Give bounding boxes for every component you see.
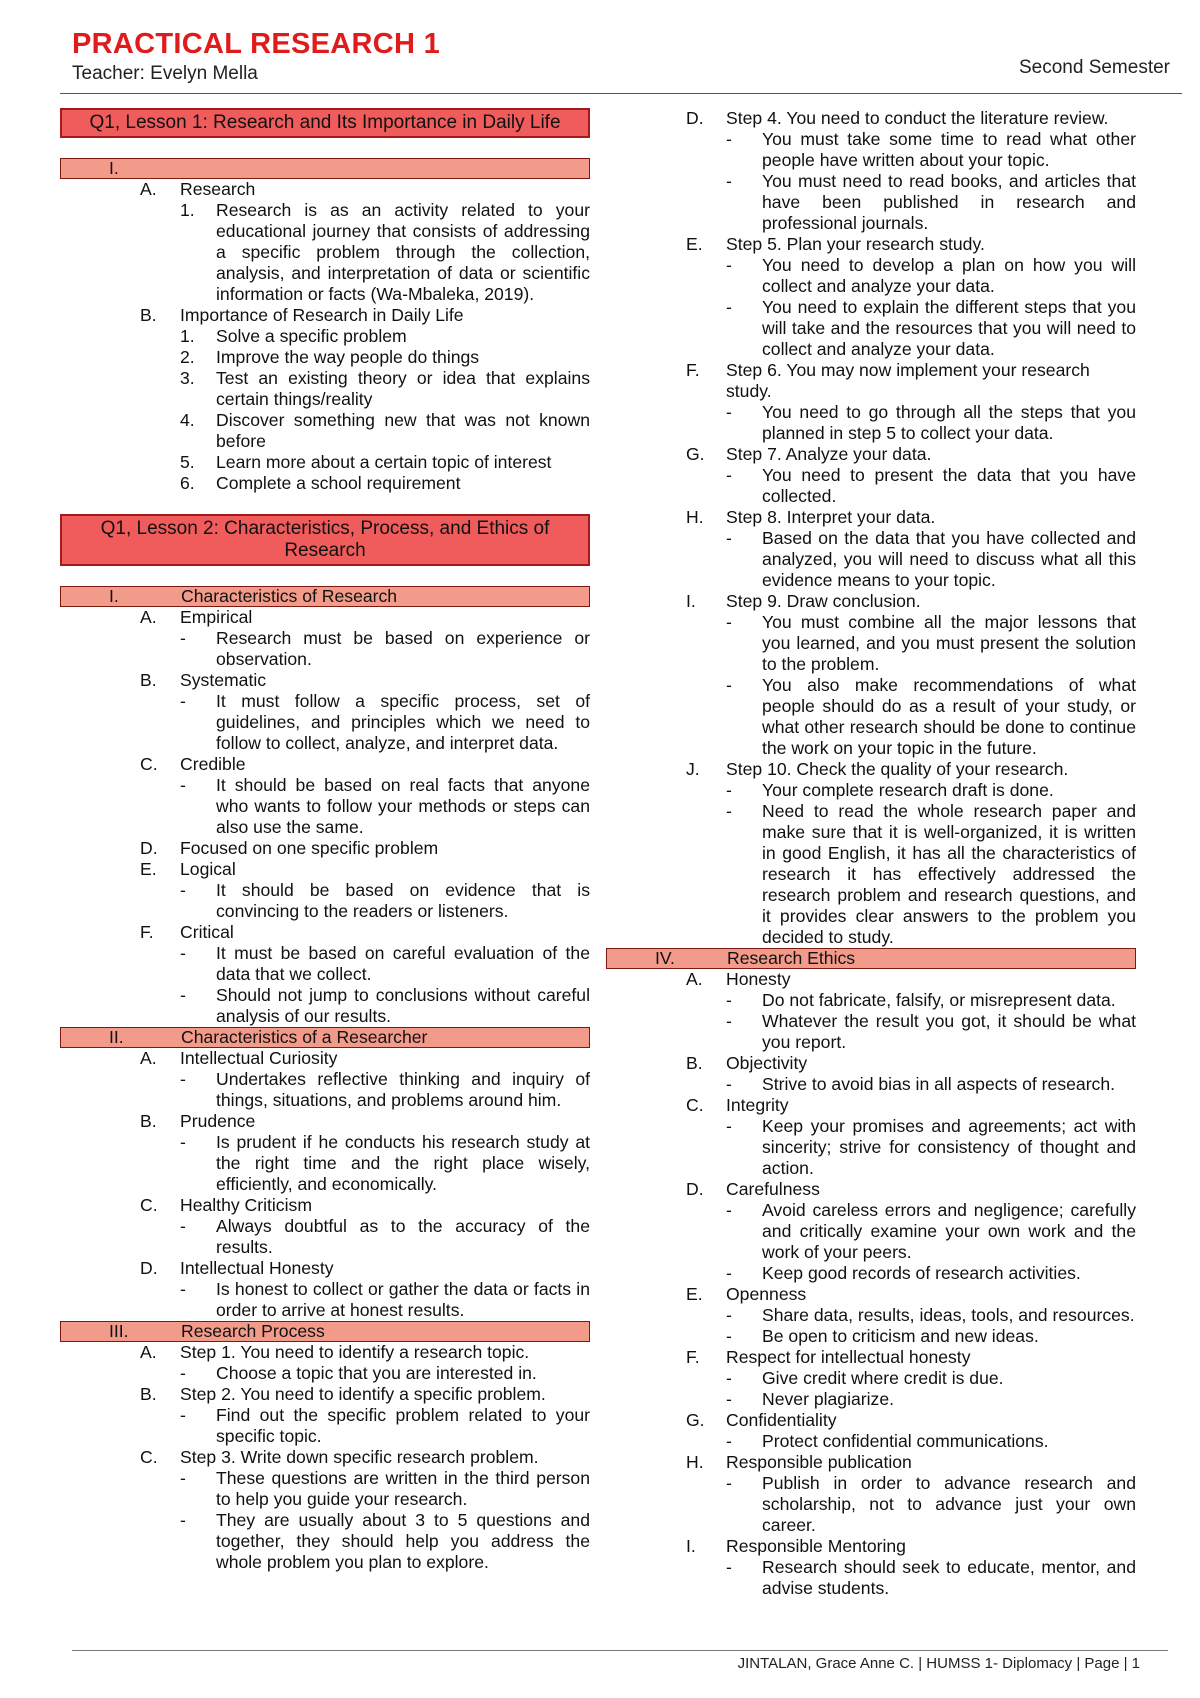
outline-item <box>606 1053 1136 1074</box>
outline-item <box>606 1347 1136 1368</box>
dash-bullet: - <box>726 1431 732 1451</box>
bullet-item <box>60 985 590 1027</box>
bullet-text: Is honest to collect or gather the data or facts in order to arrive at honest results. <box>216 1279 590 1320</box>
bullet-item <box>606 1074 1136 1095</box>
bullet-text: You need to develop a plan on how you will collect and analyze your data. <box>762 255 1136 296</box>
dash-bullet: - <box>726 402 732 422</box>
item-letter: A. <box>686 969 703 989</box>
outline-item <box>60 179 590 200</box>
item-number: 2. <box>180 347 195 367</box>
outline-item <box>606 1536 1136 1557</box>
item-title: Responsible publication <box>726 1452 912 1472</box>
dash-bullet: - <box>180 1069 186 1089</box>
dash-bullet: - <box>726 129 732 149</box>
bullet-text: You must take some time to read what other people have written about your topic. <box>762 129 1136 170</box>
bullet-text: You also make recommendations of what people should do as a result of your study, or what other research should be done to continue the work on your topic in the future. <box>762 675 1136 758</box>
bullet-text: Do not fabricate, falsify, or misrepresent data. <box>762 990 1116 1010</box>
item-text: Learn more about a certain topic of interest <box>216 452 552 472</box>
outline-item <box>606 360 1136 402</box>
bullet-text: You need to present the data that you have collected. <box>762 465 1136 506</box>
section-roman: III. <box>109 1321 129 1341</box>
item-title: Intellectual Honesty <box>180 1258 334 1278</box>
item-title: Research <box>180 179 256 199</box>
outline-item <box>60 922 590 943</box>
item-title: Openness <box>726 1284 807 1304</box>
section-title: Characteristics of a Researcher <box>181 1027 428 1047</box>
numbered-item <box>60 326 590 347</box>
dash-bullet: - <box>726 990 732 1010</box>
bullet-item <box>606 780 1136 801</box>
numbered-item <box>60 410 590 452</box>
bullet-item <box>60 1279 590 1321</box>
outline-item <box>606 444 1136 465</box>
bullet-text: Strive to avoid bias in all aspects of research. <box>762 1074 1116 1094</box>
left-column <box>60 108 590 1573</box>
item-letter: I. <box>686 1536 696 1556</box>
bullet-item <box>606 1368 1136 1389</box>
outline-item <box>606 1284 1136 1305</box>
bullet-text: Research must be based on experience or observation. <box>216 628 590 669</box>
outline-item <box>60 1111 590 1132</box>
bullet-text: Always doubtful as to the accuracy of the results. <box>216 1216 590 1257</box>
item-title: Prudence <box>180 1111 256 1131</box>
bullet-item <box>606 801 1136 948</box>
outline-item <box>606 108 1136 129</box>
bullet-text: Is prudent if he conducts his research study at the right time and the right place wisely, efficiently, and economically. <box>216 1132 590 1194</box>
bullet-item <box>60 1468 590 1510</box>
item-letter: B. <box>686 1053 703 1073</box>
outline-item <box>606 1410 1136 1431</box>
item-letter: F. <box>686 360 700 380</box>
item-letter: B. <box>140 1384 157 1404</box>
bullet-text: Research should seek to educate, mentor, and advise students. <box>762 1557 1136 1598</box>
item-letter: E. <box>686 234 703 254</box>
numbered-item <box>60 200 590 305</box>
item-title: Respect for intellectual honesty <box>726 1347 971 1367</box>
bullet-item <box>606 1431 1136 1452</box>
dash-bullet: - <box>726 1557 732 1577</box>
outline-item <box>606 591 1136 612</box>
right-column <box>606 108 1136 1599</box>
bullet-text: It should be based on evidence that is convincing to the readers or listeners. <box>216 880 590 921</box>
outline-item <box>60 1384 590 1405</box>
item-letter: F. <box>686 1347 700 1367</box>
item-title: Intellectual Curiosity <box>180 1048 338 1068</box>
outline-item <box>606 234 1136 255</box>
bullet-item <box>60 1405 590 1447</box>
bullet-text: Based on the data that you have collected and analyzed, you will need to discuss what all this evidence means to your topic. <box>762 528 1136 590</box>
item-title: Focused on one specific problem <box>180 838 439 858</box>
item-letter: E. <box>140 859 157 879</box>
bullet-item <box>606 297 1136 360</box>
dash-bullet: - <box>726 1011 732 1031</box>
outline-item <box>60 859 590 880</box>
outline-item <box>60 1195 590 1216</box>
bullet-item <box>60 880 590 922</box>
section-roman: I. <box>109 158 119 178</box>
section-roman: II. <box>109 1027 124 1047</box>
bullet-item <box>60 943 590 985</box>
item-letter: D. <box>686 1179 704 1199</box>
item-title: Step 5. Plan your research study. <box>726 234 985 254</box>
item-title: Honesty <box>726 969 791 989</box>
dash-bullet: - <box>726 1200 732 1220</box>
dash-bullet: - <box>726 1305 732 1325</box>
section-roman: I. <box>109 586 119 606</box>
item-title: Step 9. Draw conclusion. <box>726 591 921 611</box>
item-letter: H. <box>686 1452 704 1472</box>
item-title: Objectivity <box>726 1053 808 1073</box>
research-process-continued <box>606 108 1136 948</box>
item-number: 1. <box>180 200 195 220</box>
bullet-text: Find out the specific problem related to your specific topic. <box>216 1405 590 1446</box>
dash-bullet: - <box>726 1263 732 1283</box>
bullet-item <box>606 402 1136 444</box>
outline-item <box>60 1048 590 1069</box>
outline-item <box>60 1342 590 1363</box>
bullet-text: Need to read the whole research paper and make sure that it is well-organized, it is written in good English, it has all the characteristics of research it has effectively addressed the research problem and research questions, and it provides clear answers to the problem you decided to study. <box>762 801 1136 947</box>
bullet-item <box>606 675 1136 759</box>
lesson-1-section-i <box>60 158 590 179</box>
research-definition-list <box>60 200 590 305</box>
semester-label: Second Semester <box>1018 57 1170 78</box>
outline-item <box>60 305 590 326</box>
lesson-2-sections <box>60 586 590 1573</box>
bullet-item <box>60 691 590 754</box>
item-letter: G. <box>686 1410 705 1430</box>
item-letter: B. <box>140 670 157 690</box>
item-title: Step 1. You need to identify a research topic. <box>180 1342 530 1362</box>
item-letter: D. <box>140 1258 158 1278</box>
bullet-text: Never plagiarize. <box>762 1389 895 1409</box>
bullet-item <box>606 465 1136 507</box>
header-divider <box>60 93 1182 94</box>
bullet-text: It must be based on careful evaluation of the data that we collect. <box>216 943 590 984</box>
dash-bullet: - <box>180 775 186 795</box>
dash-bullet: - <box>180 691 186 711</box>
outline-item <box>606 969 1136 990</box>
dash-bullet: - <box>726 255 732 275</box>
item-letter: F. <box>140 922 154 942</box>
item-title: Logical <box>180 859 236 879</box>
item-letter: D. <box>140 838 158 858</box>
section-header <box>60 1027 590 1048</box>
outline-item <box>60 1447 590 1468</box>
bullet-item <box>606 1011 1136 1053</box>
bullet-item <box>606 1116 1136 1179</box>
bullet-text: It must follow a specific process, set of guidelines, and principles which we need to follow to collect, analyze, and interpret data. <box>216 691 590 753</box>
item-text: Complete a school requirement <box>216 473 461 493</box>
dash-bullet: - <box>726 1389 732 1409</box>
section-title: Characteristics of Research <box>181 586 398 606</box>
bullet-item <box>606 1557 1136 1599</box>
dash-bullet: - <box>180 628 186 648</box>
item-letter: H. <box>686 507 704 527</box>
dash-bullet: - <box>726 528 732 548</box>
dash-bullet: - <box>180 1405 186 1425</box>
item-number: 5. <box>180 452 195 472</box>
dash-bullet: - <box>726 780 732 800</box>
bullet-text: Keep your promises and agreements; act with sincerity; strive for consistency of thought and action. <box>762 1116 1136 1178</box>
item-title: Step 3. Write down specific research problem. <box>180 1447 539 1467</box>
bullet-text: Keep good records of research activities. <box>762 1263 1081 1283</box>
bullet-item <box>606 990 1136 1011</box>
item-letter: E. <box>686 1284 703 1304</box>
item-title: Importance of Research in Daily Life <box>180 305 464 325</box>
item-title: Responsible Mentoring <box>726 1536 906 1556</box>
item-letter: G. <box>686 444 705 464</box>
bullet-text: It should be based on real facts that anyone who wants to follow your methods or steps can also use the same. <box>216 775 590 837</box>
numbered-item <box>60 452 590 473</box>
item-title: Credible <box>180 754 246 774</box>
numbered-item <box>60 473 590 494</box>
bullet-item <box>606 1326 1136 1347</box>
item-title: Step 7. Analyze your data. <box>726 444 932 464</box>
item-title: Critical <box>180 922 234 942</box>
lesson-2-title: Q1, Lesson 2: Characteristics, Process, and Ethics of Research <box>60 514 590 566</box>
bullet-item <box>60 1069 590 1111</box>
item-number: 6. <box>180 473 195 493</box>
item-text: Solve a specific problem <box>216 326 407 346</box>
item-letter: C. <box>140 1447 158 1467</box>
item-title: Empirical <box>180 607 253 627</box>
teacher-name: Teacher: Evelyn Mella <box>72 63 258 84</box>
lesson-1-title: Q1, Lesson 1: Research and Its Importance in Daily Life <box>60 108 590 138</box>
bullet-item <box>606 528 1136 591</box>
bullet-item <box>606 1305 1136 1326</box>
dash-bullet: - <box>180 943 186 963</box>
dash-bullet: - <box>180 985 186 1005</box>
bullet-text: Your complete research draft is done. <box>762 780 1054 800</box>
item-letter: A. <box>140 1048 157 1068</box>
outline-item <box>606 1452 1136 1473</box>
numbered-item <box>60 347 590 368</box>
numbered-item <box>60 368 590 410</box>
item-letter: C. <box>140 1195 158 1215</box>
bullet-text: You must need to read books, and articles that have been published in research and professional journals. <box>762 171 1136 233</box>
item-title: Step 6. You may now implement your research study. <box>726 360 1090 401</box>
item-text: Improve the way people do things <box>216 347 480 367</box>
bullet-item <box>606 129 1136 171</box>
dash-bullet: - <box>180 880 186 900</box>
item-letter: I. <box>686 591 696 611</box>
item-number: 3. <box>180 368 195 388</box>
outline-item <box>606 1179 1136 1200</box>
dash-bullet: - <box>726 465 732 485</box>
bullet-item <box>606 1473 1136 1536</box>
dash-bullet: - <box>180 1363 186 1383</box>
item-letter: D. <box>686 108 704 128</box>
outline-item <box>606 507 1136 528</box>
item-letter: A. <box>140 607 157 627</box>
bullet-text: Protect confidential communications. <box>762 1431 1049 1451</box>
bullet-item <box>60 1216 590 1258</box>
bullet-text: They are usually about 3 to 5 questions and together, they should help you address the whole problem you plan to explore. <box>216 1510 590 1572</box>
dash-bullet: - <box>726 675 732 695</box>
dash-bullet: - <box>726 1473 732 1493</box>
bullet-text: These questions are written in the third person to help you guide your research. <box>216 1468 590 1509</box>
item-text: Research is as an activity related to your educational journey that consists of addressing a specific problem through the collection, analysis, and interpretation of data or scientific information or facts (Wa-Mbaleka, 2019). <box>216 200 590 304</box>
section-title: Research Ethics <box>727 948 856 968</box>
outline-item <box>60 607 590 628</box>
bullet-item <box>606 171 1136 234</box>
section-roman: IV. <box>655 948 675 968</box>
bullet-item <box>60 1132 590 1195</box>
item-number: 1. <box>180 326 195 346</box>
footer-divider <box>72 1650 1168 1651</box>
document-title: PRACTICAL RESEARCH 1 <box>72 28 441 60</box>
item-title: Step 4. You need to conduct the literature review. <box>726 108 1109 128</box>
bullet-text: Give credit where credit is due. <box>762 1368 1004 1388</box>
bullet-item <box>60 775 590 838</box>
outline-item <box>606 1095 1136 1116</box>
section-header <box>60 586 590 607</box>
item-title: Step 2. You need to identify a specific problem. <box>180 1384 546 1404</box>
item-letter: A. <box>140 1342 157 1362</box>
bullet-text: You need to go through all the steps that you planned in step 5 to collect your data. <box>762 402 1136 443</box>
item-letter: A. <box>140 179 157 199</box>
bullet-item <box>60 1510 590 1573</box>
dash-bullet: - <box>180 1468 186 1488</box>
dash-bullet: - <box>726 1116 732 1136</box>
item-text: Discover something new that was not known before <box>216 410 590 451</box>
page-footer: JINTALAN, Grace Anne C. | HUMSS 1- Diplomacy | Page | 1 <box>737 1655 1140 1672</box>
outline-item <box>60 838 590 859</box>
item-title: Systematic <box>180 670 267 690</box>
bullet-text: Choose a topic that you are interested in. <box>216 1363 537 1383</box>
section-header <box>60 1321 590 1342</box>
item-letter: B. <box>140 1111 157 1131</box>
bullet-text: Avoid careless errors and negligence; carefully and critically examine your own work and the work of your peers. <box>762 1200 1136 1262</box>
dash-bullet: - <box>180 1279 186 1299</box>
item-letter: B. <box>140 305 157 325</box>
dash-bullet: - <box>180 1132 186 1152</box>
section-header <box>606 948 1136 969</box>
outline-item <box>606 759 1136 780</box>
item-title: Integrity <box>726 1095 789 1115</box>
dash-bullet: - <box>180 1510 186 1530</box>
item-title: Step 8. Interpret your data. <box>726 507 936 527</box>
outline-item <box>60 670 590 691</box>
bullet-text: Undertakes reflective thinking and inquiry of things, situations, and problems around him. <box>216 1069 590 1110</box>
bullet-item <box>606 612 1136 675</box>
item-title: Healthy Criticism <box>180 1195 312 1215</box>
item-number: 4. <box>180 410 195 430</box>
bullet-item <box>606 255 1136 297</box>
bullet-text: Be open to criticism and new ideas. <box>762 1326 1039 1346</box>
bullet-text: You must combine all the major lessons that you learned, and you must present the solution to the problem. <box>762 612 1136 674</box>
bullet-text: Whatever the result you got, it should be what you report. <box>762 1011 1136 1052</box>
dash-bullet: - <box>726 1368 732 1388</box>
item-title: Carefulness <box>726 1179 820 1199</box>
item-letter: C. <box>140 754 158 774</box>
bullet-item <box>606 1263 1136 1284</box>
research-ethics-section <box>606 948 1136 1599</box>
section-title: Research Process <box>181 1321 325 1341</box>
item-title: Step 10. Check the quality of your research. <box>726 759 1069 779</box>
bullet-text: Publish in order to advance research and scholarship, not to advance just your own career. <box>762 1473 1136 1535</box>
bullet-item <box>60 628 590 670</box>
bullet-text: You need to explain the different steps that you will take and the resources that you will need to collect and analyze your data. <box>762 297 1136 359</box>
dash-bullet: - <box>726 612 732 632</box>
importance-list <box>60 326 590 494</box>
bullet-item <box>606 1389 1136 1410</box>
bullet-item <box>606 1200 1136 1263</box>
bullet-item <box>60 1363 590 1384</box>
dash-bullet: - <box>180 1216 186 1236</box>
dash-bullet: - <box>726 1074 732 1094</box>
dash-bullet: - <box>726 801 732 821</box>
dash-bullet: - <box>726 171 732 191</box>
bullet-text: Share data, results, ideas, tools, and resources. <box>762 1305 1135 1325</box>
item-letter: C. <box>686 1095 704 1115</box>
item-letter: J. <box>686 759 700 779</box>
item-text: Test an existing theory or idea that explains certain things/reality <box>216 368 590 409</box>
outline-item <box>60 754 590 775</box>
dash-bullet: - <box>726 1326 732 1346</box>
bullet-text: Should not jump to conclusions without careful analysis of our results. <box>216 985 590 1026</box>
outline-item <box>60 1258 590 1279</box>
dash-bullet: - <box>726 297 732 317</box>
item-title: Confidentiality <box>726 1410 837 1430</box>
